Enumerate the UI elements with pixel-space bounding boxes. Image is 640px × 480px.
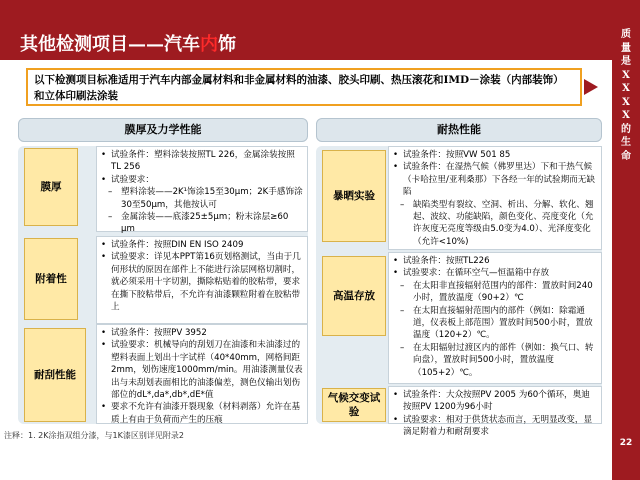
header-bar — [0, 0, 612, 60]
bullet-item: • 试验条件：在湿热气候（佛罗里达）下和干热气候（卡哈拉里/亚利桑那）下各经一年的试验期而无缺陷 — [393, 161, 597, 198]
page-number: 22 — [619, 438, 633, 448]
bullet-item: • 试验条件：大众按照PV 2005 为60个循环，奥迪按照PV 1200为96小时 — [393, 389, 597, 414]
sidebar-char: X — [622, 110, 630, 121]
bullet-item: • 试验条件：按照PV 3952 — [101, 327, 303, 339]
content-film-thickness — [96, 146, 308, 235]
sidebar-slogan — [612, 28, 640, 163]
label-scratch-resistance: 耐刮性能 — [24, 328, 86, 422]
sub-bullet-item: – 金属涂装——底漆25±5μm；粉末涂层≥60 μm — [101, 211, 303, 236]
content-adhesion — [96, 236, 308, 324]
sidebar-char: 生 — [621, 137, 631, 148]
intro-callout: 以下检测项目标准适用于汽车内部金属材料和非金属材料的油漆、胶头印刷、热压滚花和IMD－涂装（内部装饰）和立体印刷法涂装 — [26, 68, 582, 106]
sidebar-char: 的 — [621, 123, 631, 135]
footnote: 注释：1. 2K涂指双组分漆，与1K漆区别详见附录2 — [4, 431, 184, 440]
content-climate-cycle-test — [388, 386, 602, 438]
label-adhesion: 附着性 — [24, 238, 78, 320]
page-title: 其他检测项目——汽车内饰 — [20, 34, 236, 55]
sidebar-char: X — [622, 69, 630, 81]
sub-bullet-item: – 在太阳直接辐射范围内的部件（例如：除霜通道，仪表板上部范围）置放时间500小时，置放温度（120+2）℃。 — [393, 305, 597, 342]
sidebar-char: 质 — [621, 29, 631, 40]
sidebar-char: 是 — [621, 56, 631, 67]
label-film-thickness: 膜厚 — [24, 148, 78, 226]
sidebar-char: X — [622, 96, 630, 108]
sidebar-char: 命 — [621, 150, 631, 162]
bullet-item: • 试验条件：按照TL226 — [393, 255, 597, 267]
section-header-left: 膜厚及力学性能 — [18, 118, 308, 142]
sub-bullet-item: – 塑料涂装——2K¹饰涂15至30μm；2K手感饰涂30至50μm，其他按认可 — [101, 186, 303, 211]
sidebar-char: X — [622, 83, 630, 94]
content-exposure-test — [388, 146, 602, 250]
bullet-item: • 试验要求：详见本PPT第16页划格测试，当由于几何形状的原因在部件上不能进行涂层网格切割时，就必须采用十字切割，撕除粘贴着的胶粘带，要求在撕下胶粘带后，不允许有油漆颗粒附着在胶粘带上 — [101, 251, 303, 313]
right-sidebar — [612, 0, 640, 480]
content-high-temp-storage — [388, 252, 602, 384]
bullet-item: • 试验要求：在循环空气—恒温箱中存放 — [393, 267, 597, 279]
label-high-temp-storage: 高温存放 — [322, 256, 386, 336]
bullet-item: • 要求不允许有油漆开裂现象（材料剥落）允许在基质上有由于负荷而产生的压痕 — [101, 401, 303, 426]
bullet-item: • 试验要求：机械导向的刮划刀在油漆和未油漆过的塑料表面上划出十字试样（40*40mm，网格间距2mm，划伤速度1000mm/min。用油漆测量仪表出与未刮划表面相比的油漆偏差，测色仪输出划伤部位的dL*,da*,db*,dE*值 — [101, 339, 303, 401]
label-climate-cycle-test: 气候交变试验 — [322, 388, 386, 422]
section-header-right: 耐热性能 — [316, 118, 602, 142]
arrow-icon — [584, 79, 598, 95]
sub-bullet-item: – 缺陷类型有裂纹、空洞、析出、分解、软化、翘起、波纹、功能缺陷，颜色变化、亮度变化（允许灰度无亮度等级由5.0变为4.0）、光泽度变化（允许<10%) — [393, 199, 597, 249]
bullet-item: • 试验条件：塑料涂装按照TL 226，金属涂装按照TL 256 — [101, 149, 303, 174]
bullet-item: • 试验要求： — [101, 174, 303, 186]
sidebar-char: 量 — [621, 42, 631, 54]
title-highlight: 内 — [200, 34, 218, 55]
bullet-item: • 试验要求：相对于供货状态而言，无明显改变，显滴足附着力和耐刮要求 — [393, 414, 597, 439]
bullet-item: • 试验条件：按照VW 501 85 — [393, 149, 597, 161]
sub-bullet-item: – 在太阳辐射过渡区内的部件（例如：换气口、转向盘），置放时间500小时，置放温度（105+2）℃。 — [393, 342, 597, 379]
content-scratch-resistance — [96, 324, 308, 424]
label-exposure-test: 暴晒实验 — [322, 150, 386, 242]
sub-bullet-item: – 在太阳非直接辐射范围内的部件：置放时间240小时，置放温度（90+2）℃ — [393, 280, 597, 305]
bullet-item: • 试验条件：按照DIN EN ISO 2409 — [101, 239, 303, 251]
